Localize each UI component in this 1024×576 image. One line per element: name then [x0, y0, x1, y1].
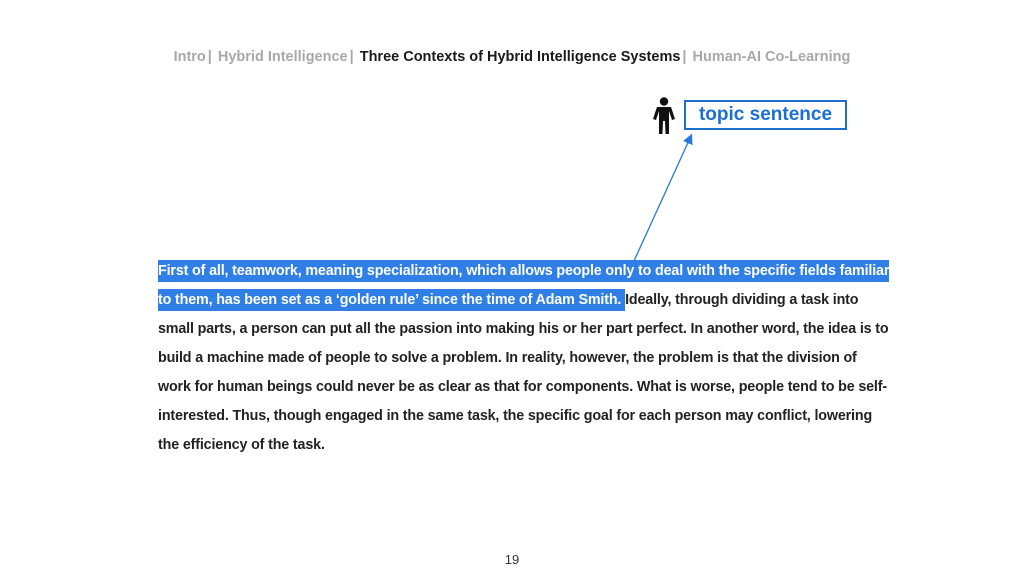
- page-number: 19: [504, 552, 520, 567]
- nav-separator: |: [682, 49, 687, 65]
- paragraph-line: [158, 344, 858, 373]
- nav-item-intro[interactable]: Intro: [173, 49, 206, 65]
- breadcrumb-nav: [0, 49, 1024, 65]
- topic-sentence-label: topic sentence: [684, 100, 847, 130]
- body-text: Ideally, through dividing a task into: [625, 292, 859, 308]
- highlighted-text: to them, has been set as a ‘golden rule’ since the time of Adam Smith.: [158, 289, 625, 311]
- body-text: the efficiency of the task.: [158, 437, 325, 453]
- paragraph-line: [158, 431, 858, 460]
- body-text: build a machine made of people to solve a problem. In reality, however, the problem is that the division of: [158, 350, 857, 366]
- nav-separator: |: [207, 49, 212, 65]
- paragraph-line: [158, 286, 858, 315]
- person-icon: [651, 97, 677, 135]
- paragraph-line: [158, 402, 873, 431]
- body-paragraph: [158, 257, 890, 460]
- body-text: interested. Thus, though engaged in the same task, the specific goal for each person may conflict, lowering: [158, 408, 873, 424]
- paragraph-line: [158, 257, 890, 286]
- paragraph-line: [158, 373, 887, 402]
- paragraph-line: [158, 315, 889, 344]
- nav-item-human-ai-co-learning[interactable]: Human-AI Co-Learning: [692, 49, 851, 65]
- body-text: small parts, a person can put all the passion into making his or her part perfect. In another word, the idea is to: [158, 321, 889, 337]
- nav-item-three-contexts[interactable]: Three Contexts of Hybrid Intelligence Systems: [359, 49, 681, 65]
- nav-item-hybrid-intelligence[interactable]: Hybrid Intelligence: [217, 49, 348, 65]
- body-text: work for human beings could never be as clear as that for components. What is worse, people tend to be self-: [158, 379, 887, 395]
- nav-separator: |: [349, 49, 354, 65]
- highlighted-text: First of all, teamwork, meaning specialization, which allows people only to deal with the specific fields familiar: [158, 260, 889, 282]
